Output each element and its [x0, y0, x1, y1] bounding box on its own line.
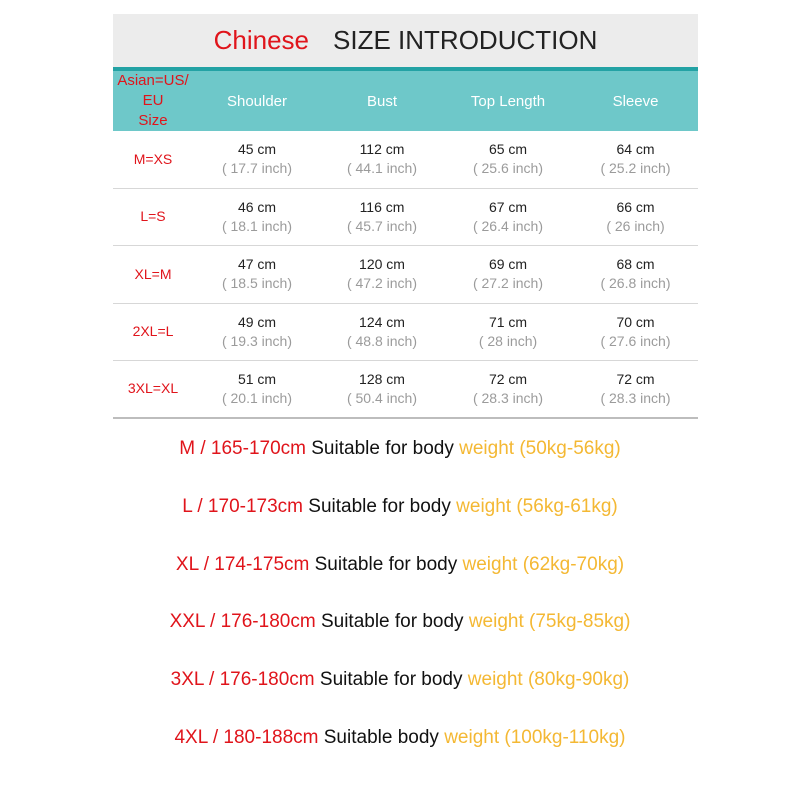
shoulder-cm: 49 cm — [237, 313, 277, 330]
cell-shoulder — [193, 313, 321, 351]
cell-bust — [321, 370, 443, 408]
suitable-line — [0, 669, 800, 691]
suitable-text: Suitable body — [318, 727, 445, 748]
suitable-text: Suitable for body — [305, 438, 460, 459]
title-chinese: Chinese — [213, 25, 310, 55]
sleeve-cm: 64 cm — [616, 141, 655, 158]
header-sleeve: Sleeve — [612, 92, 659, 110]
suitable-size: 4XL / 180-188cm — [174, 727, 319, 748]
suitable-size: XXL / 176-180cm — [169, 611, 316, 632]
suitable-line — [0, 727, 800, 749]
table-header — [113, 67, 698, 131]
sleeve-inch: ( 28.3 inch) — [600, 389, 671, 406]
suitable-weight: weight (75kg-85kg) — [468, 611, 631, 632]
cell-sleeve — [573, 198, 698, 236]
sleeve-cm: 72 cm — [616, 370, 655, 387]
suitable-size: M / 165-170cm — [179, 438, 306, 459]
table-row — [113, 131, 698, 189]
row-size: 2XL=L — [132, 323, 174, 340]
cell-top-length — [443, 255, 573, 293]
top-inch: ( 28.3 inch) — [472, 389, 544, 406]
bust-inch: ( 45.7 inch) — [346, 217, 418, 234]
title-bar — [113, 14, 698, 67]
shoulder-cm: 51 cm — [237, 370, 277, 387]
cell-shoulder — [193, 140, 321, 178]
suitable-line — [0, 496, 800, 518]
cell-bust — [321, 255, 443, 293]
top-cm: 65 cm — [488, 141, 528, 158]
cell-top-length — [443, 313, 573, 351]
row-size: L=S — [140, 208, 166, 225]
size-table — [113, 131, 698, 419]
top-cm: 67 cm — [488, 198, 528, 215]
table-row — [113, 361, 698, 419]
cell-top-length — [443, 370, 573, 408]
sleeve-inch: ( 27.6 inch) — [600, 332, 671, 349]
bust-cm: 112 cm — [359, 141, 405, 158]
suitable-weight: weight (50kg-56kg) — [459, 438, 621, 459]
cell-bust — [321, 198, 443, 236]
shoulder-cm: 46 cm — [237, 198, 277, 215]
header-top-length: Top Length — [470, 92, 546, 110]
cell-sleeve — [573, 313, 698, 351]
shoulder-cm: 45 cm — [237, 141, 277, 158]
cell-sleeve — [573, 255, 698, 293]
row-size: 3XL=XL — [127, 380, 179, 397]
suitable-weight: weight (80kg-90kg) — [467, 669, 630, 690]
shoulder-inch: ( 20.1 inch) — [221, 389, 293, 406]
suitable-weight: weight (62kg-70kg) — [462, 554, 625, 575]
suitable-text: Suitable for body — [314, 669, 468, 690]
top-cm: 71 cm — [488, 313, 528, 330]
header-size-line1: Asian=US/ — [117, 72, 189, 89]
table-row — [113, 304, 698, 362]
suitable-text: Suitable for body — [303, 496, 457, 517]
header-shoulder: Shoulder — [226, 92, 288, 110]
suitable-size: L / 170-173cm — [182, 496, 303, 517]
suitable-size: XL / 174-175cm — [175, 554, 310, 575]
page-title: SIZE INTRODUCTION — [333, 25, 598, 55]
table-row — [113, 189, 698, 247]
top-cm: 69 cm — [488, 256, 528, 273]
sleeve-cm: 70 cm — [616, 313, 655, 330]
cell-top-length — [443, 140, 573, 178]
table-row — [113, 246, 698, 304]
cell-bust — [321, 313, 443, 351]
cell-bust — [321, 140, 443, 178]
shoulder-inch: ( 18.1 inch) — [221, 217, 293, 234]
sleeve-inch: ( 26 inch) — [606, 217, 665, 234]
sleeve-cm: 66 cm — [616, 198, 655, 215]
header-size-line3: Size — [138, 112, 168, 129]
suitable-text: Suitable for body — [309, 554, 463, 575]
bust-inch: ( 48.8 inch) — [346, 332, 418, 349]
cell-sleeve — [573, 370, 698, 408]
bust-cm: 128 cm — [359, 370, 405, 387]
bust-inch: ( 50.4 inch) — [346, 389, 418, 406]
header-bust: Bust — [366, 92, 397, 110]
cell-shoulder — [193, 198, 321, 236]
shoulder-inch: ( 18.5 inch) — [221, 275, 293, 292]
sleeve-inch: ( 26.8 inch) — [600, 275, 671, 292]
shoulder-cm: 47 cm — [237, 256, 277, 273]
top-cm: 72 cm — [488, 370, 528, 387]
shoulder-inch: ( 19.3 inch) — [221, 332, 293, 349]
sleeve-inch: ( 25.2 inch) — [600, 160, 671, 177]
header-size — [113, 71, 193, 131]
header-size-line2: EU — [142, 92, 164, 109]
suitable-weight: weight (100kg-110kg) — [444, 727, 626, 748]
top-inch: ( 28 inch) — [478, 332, 538, 349]
suitable-size: 3XL / 176-180cm — [170, 669, 315, 690]
sleeve-cm: 68 cm — [616, 256, 655, 273]
row-size: XL=M — [134, 265, 172, 282]
suitable-weight: weight (56kg-61kg) — [456, 496, 618, 517]
bust-inch: ( 47.2 inch) — [346, 275, 418, 292]
row-size: M=XS — [133, 150, 173, 167]
bust-cm: 120 cm — [359, 256, 405, 273]
cell-top-length — [443, 198, 573, 236]
suitable-line — [0, 554, 800, 576]
top-inch: ( 27.2 inch) — [472, 275, 544, 292]
suitable-line — [0, 611, 800, 633]
shoulder-inch: ( 17.7 inch) — [221, 160, 293, 177]
cell-sleeve — [573, 140, 698, 178]
top-inch: ( 25.6 inch) — [472, 160, 544, 177]
suitable-line — [0, 438, 800, 460]
bust-cm: 124 cm — [359, 313, 405, 330]
cell-shoulder — [193, 370, 321, 408]
top-inch: ( 26.4 inch) — [472, 217, 544, 234]
bust-cm: 116 cm — [359, 198, 405, 215]
suitable-text: Suitable for body — [315, 611, 469, 632]
cell-shoulder — [193, 255, 321, 293]
bust-inch: ( 44.1 inch) — [346, 160, 418, 177]
